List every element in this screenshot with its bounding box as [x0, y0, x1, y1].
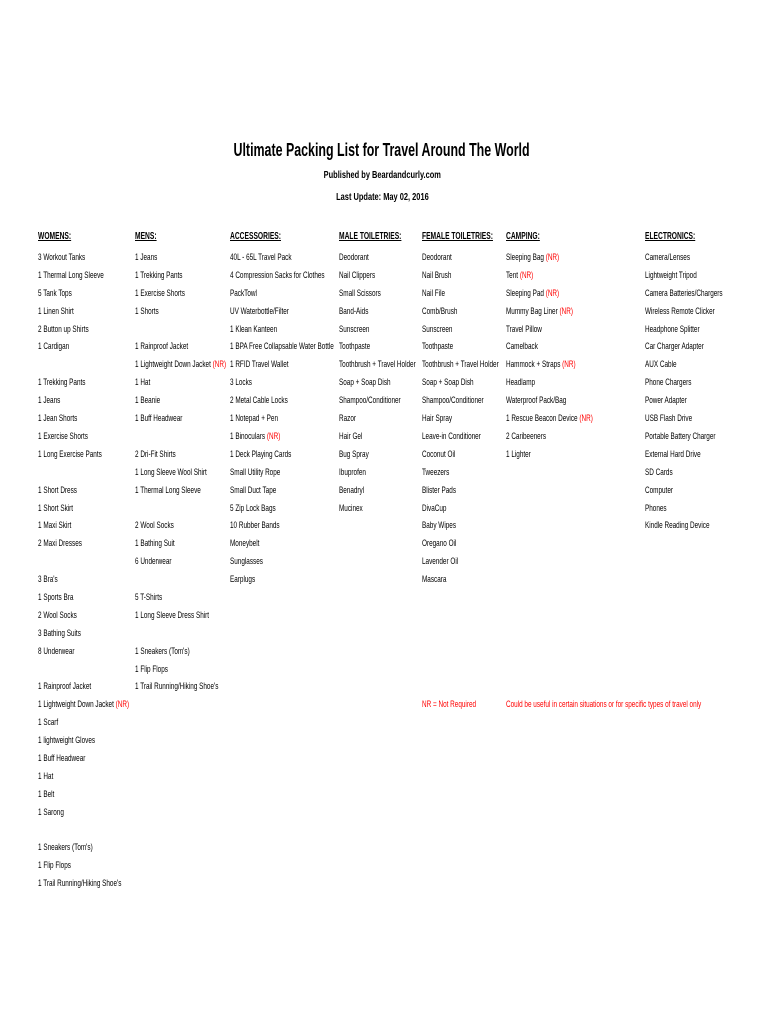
mens-item: 1 Long Sleeve Wool Shirt [135, 465, 207, 477]
mens-item: 1 Buff Headwear [135, 412, 183, 423]
accessories-item: 5 Zip Lock Bags [230, 501, 276, 513]
female-toiletries-item: Deodorant [422, 251, 452, 262]
womens-item: 5 Tank Tops [38, 286, 72, 298]
not-required-flag: (NR) [266, 429, 281, 441]
mens-header: MENS: [135, 231, 157, 242]
item-label: Tent [506, 268, 519, 280]
male-toiletries-header: MALE TOILETRIES: [339, 231, 402, 242]
camping-item [506, 251, 559, 263]
womens-header: WOMENS: [38, 231, 72, 242]
womens-item: 1 Sports Bra [38, 590, 74, 602]
camping-item: Headlamp [506, 376, 536, 388]
female-toiletries-item: Lavender Oil [422, 555, 459, 567]
not-required-flag: (NR) [562, 358, 576, 370]
female-toiletries-item: Toothbrush + Travel Holder [422, 358, 499, 370]
womens-item: 1 lightweight Gloves [38, 734, 96, 745]
accessories-item: Small Utility Rope [230, 465, 281, 477]
camping-item: 1 Lighter [506, 447, 531, 459]
electronics-item: USB Flash Drive [645, 412, 693, 423]
womens-item: 1 Sneakers (Tom's) [38, 841, 93, 853]
camping-item [506, 269, 533, 281]
womens-item: 1 Long Exercise Pants [38, 447, 102, 459]
item-label: 1 Lightweight Down Jacket [38, 698, 114, 710]
mens-item [135, 358, 226, 370]
item-label: 1 Binoculars [230, 429, 266, 441]
electronics-header: ELECTRONICS: [645, 231, 696, 242]
camping-item: Camelback [506, 340, 538, 352]
female-toiletries-item: Comb/Brush [422, 304, 458, 316]
mens-item: 1 Beanie [135, 394, 161, 406]
mens-item: 1 Shorts [135, 304, 159, 316]
electronics-item: Power Adapter [645, 394, 687, 406]
mens-item: 1 Sneakers (Tom's) [135, 644, 190, 656]
electronics-item: Camera/Lenses [645, 251, 691, 262]
male-toiletries-item: Small Scissors [339, 286, 381, 298]
accessories-item: 1 Klean Kanteen [230, 322, 278, 334]
item-label: Mummy Bag Liner [506, 304, 558, 316]
womens-item: 1 Belt [38, 787, 55, 799]
accessories-header: ACCESSORIES: [230, 231, 282, 242]
male-toiletries-item: Band-Aids [339, 304, 369, 316]
female-toiletries-item: Oregano Oil [422, 537, 457, 549]
item-label: Hammock + Straps [506, 358, 561, 370]
accessories-item: 1 BPA Free Collapsable Water Bottle [230, 340, 334, 352]
page-title: Ultimate Packing List for Travel Around The World [233, 140, 531, 160]
publisher-line: Published by Beardandcurly.com [323, 170, 441, 181]
mens-item: 1 Bathing Suit [135, 537, 175, 549]
electronics-item: Headphone Splitter [645, 322, 700, 334]
womens-item: 3 Bathing Suits [38, 626, 81, 638]
not-required-flag: (NR) [212, 358, 227, 370]
male-toiletries-item: Hair Gel [339, 429, 363, 441]
mens-item: 2 Dri-Fit Shirts [135, 447, 176, 459]
mens-item: 5 T-Shirts [135, 590, 163, 602]
mens-item: 1 Hat [135, 376, 151, 388]
male-toiletries-item: Razor [339, 412, 357, 423]
male-toiletries-item: Nail Clippers [339, 268, 376, 280]
electronics-item: Kindle Reading Device [645, 519, 710, 531]
womens-item: 1 Jean Shorts [38, 412, 78, 423]
womens-item: 1 Buff Headwear [38, 751, 86, 763]
womens-item: 2 Maxi Dresses [38, 537, 82, 549]
womens-item: 2 Button up Shirts [38, 322, 89, 334]
male-toiletries-item: Mucinex [339, 501, 363, 513]
not-required-flag: (NR) [545, 251, 560, 262]
electronics-item: Lightweight Tripod [645, 268, 697, 280]
mens-item: 1 Trekking Pants [135, 268, 183, 280]
accessories-item: 2 Metal Cable Locks [230, 394, 288, 406]
accessories-item: 1 RFID Travel Wallet [230, 358, 289, 370]
mens-item: 1 Trail Running/Hiking Shoe's [135, 680, 219, 692]
female-toiletries-item: Toothpaste [422, 340, 454, 352]
female-toiletries-item: DivaCup [422, 501, 447, 513]
female-toiletries-item: Mascara [422, 573, 447, 584]
accessories-item [230, 430, 280, 442]
accessories-item: Small Duct Tape [230, 483, 277, 495]
womens-item: 1 Maxi Skirt [38, 519, 72, 531]
electronics-item: Portable Battery Charger [645, 429, 716, 441]
womens-item: 1 Scarf [38, 716, 59, 728]
womens-item: 1 Sarong [38, 805, 64, 817]
female-toiletries-item: Baby Wipes [422, 519, 457, 531]
electronics-item: Phone Chargers [645, 376, 692, 388]
female-toiletries-item: Coconut Oil [422, 447, 456, 459]
camping-item [506, 305, 573, 317]
not-required-flag: (NR) [579, 412, 593, 423]
electronics-item: AUX Cable [645, 358, 677, 370]
mens-item: 1 Exercise Shorts [135, 286, 185, 298]
not-required-flag: (NR) [559, 304, 573, 316]
womens-item: 1 Hat [38, 769, 54, 781]
accessories-item: PackTowl [230, 286, 257, 298]
womens-item: 3 Bra's [38, 573, 58, 584]
electronics-item: Computer [645, 483, 673, 495]
male-toiletries-item: Shampoo/Conditioner [339, 394, 401, 406]
camping-item: Travel Pillow [506, 322, 542, 334]
item-label: Sleeping Pad [506, 286, 544, 298]
not-required-flag: (NR) [545, 286, 560, 298]
accessories-item: 1 Notepad + Pen [230, 412, 279, 423]
female-toiletries-item: Shampoo/Conditioner [422, 394, 484, 406]
womens-item: 1 Short Skirt [38, 501, 74, 513]
not-required-flag: (NR) [519, 268, 534, 280]
electronics-item: Camera Batteries/Chargers [645, 286, 723, 298]
mens-item: 2 Wool Socks [135, 519, 174, 531]
womens-item: 3 Workout Tanks [38, 251, 86, 262]
electronics-item: Car Charger Adapter [645, 340, 704, 352]
womens-item: 1 Trekking Pants [38, 376, 86, 388]
accessories-item: 40L - 65L Travel Pack [230, 251, 292, 262]
electronics-item: Phones [645, 501, 667, 513]
item-label: 1 Lightweight Down Jacket [135, 358, 211, 370]
male-toiletries-item: Benadryl [339, 483, 365, 495]
female-toiletries-item: Tweezers [422, 465, 450, 477]
camping-item [506, 358, 576, 370]
womens-item: 1 Linen Shirt [38, 304, 74, 316]
male-toiletries-item: Toothpaste [339, 340, 371, 352]
female-toiletries-header: FEMALE TOILETRIES: [422, 231, 493, 242]
item-label: 1 Rescue Beacon Device [506, 412, 578, 423]
womens-item: 1 Rainproof Jacket [38, 680, 92, 692]
womens-item [38, 698, 129, 710]
male-toiletries-item: Bug Spray [339, 447, 369, 459]
womens-item: 8 Underwear [38, 644, 75, 656]
female-toiletries-item: Blister Pads [422, 483, 457, 495]
accessories-item: 3 Locks [230, 376, 252, 388]
mens-item: 1 Rainproof Jacket [135, 340, 189, 352]
female-toiletries-item: Sunscreen [422, 322, 453, 334]
camping-item [506, 412, 593, 424]
mens-item: 1 Thermal Long Sleeve [135, 483, 201, 495]
male-toiletries-item: Ibuprofen [339, 465, 366, 477]
last-update: Last Update: May 02, 2016 [335, 192, 429, 203]
mens-item: 1 Long Sleeve Dress Shirt [135, 608, 210, 620]
item-label: Sleeping Bag [506, 251, 544, 262]
legend-key: NR = Not Required [422, 698, 477, 709]
male-toiletries-item: Deodorant [339, 251, 369, 262]
accessories-item: Sunglasses [230, 555, 263, 567]
female-toiletries-item: Leave-in Conditioner [422, 429, 481, 441]
male-toiletries-item: Toothbrush + Travel Holder [339, 358, 416, 370]
mens-item: 1 Jeans [135, 251, 158, 262]
womens-item: 1 Short Dress [38, 483, 77, 495]
male-toiletries-item: Sunscreen [339, 322, 370, 334]
accessories-item: 1 Deck Playing Cards [230, 447, 292, 459]
camping-item: Waterproof Pack/Bag [506, 394, 567, 406]
womens-item: 1 Jeans [38, 394, 61, 406]
accessories-item: 10 Rubber Bands [230, 519, 280, 531]
female-toiletries-item: Nail Brush [422, 268, 452, 280]
camping-item [506, 287, 559, 299]
camping-header: CAMPING: [506, 231, 540, 242]
womens-item: 1 Flip Flops [38, 859, 71, 871]
camping-item: 2 Caribeeners [506, 429, 547, 441]
womens-item: 1 Trail Running/Hiking Shoe's [38, 877, 122, 889]
male-toiletries-item: Soap + Soap Dish [339, 376, 391, 388]
accessories-item: Earplugs [230, 573, 256, 584]
mens-item: 6 Underwear [135, 555, 172, 567]
electronics-item: SD Cards [645, 465, 673, 477]
female-toiletries-item: Nail File [422, 286, 446, 298]
mens-item: 1 Flip Flops [135, 662, 168, 674]
electronics-item: External Hard Drive [645, 447, 701, 459]
accessories-item: UV Waterbottle/Filter [230, 304, 289, 316]
female-toiletries-item: Soap + Soap Dish [422, 376, 474, 388]
womens-item: 2 Wool Socks [38, 608, 77, 620]
legend-note: Could be useful in certain situations or for specific types of travel only [506, 698, 702, 709]
female-toiletries-item: Hair Spray [422, 412, 453, 423]
accessories-item: 4 Compression Sacks for Clothes [230, 268, 325, 280]
womens-item: 1 Thermal Long Sleeve [38, 268, 104, 280]
womens-item: 1 Exercise Shorts [38, 429, 88, 441]
electronics-item: Wireless Remote Clicker [645, 304, 715, 316]
not-required-flag: (NR) [115, 698, 130, 710]
accessories-item: Moneybelt [230, 537, 260, 549]
womens-item: 1 Cardigan [38, 340, 70, 352]
